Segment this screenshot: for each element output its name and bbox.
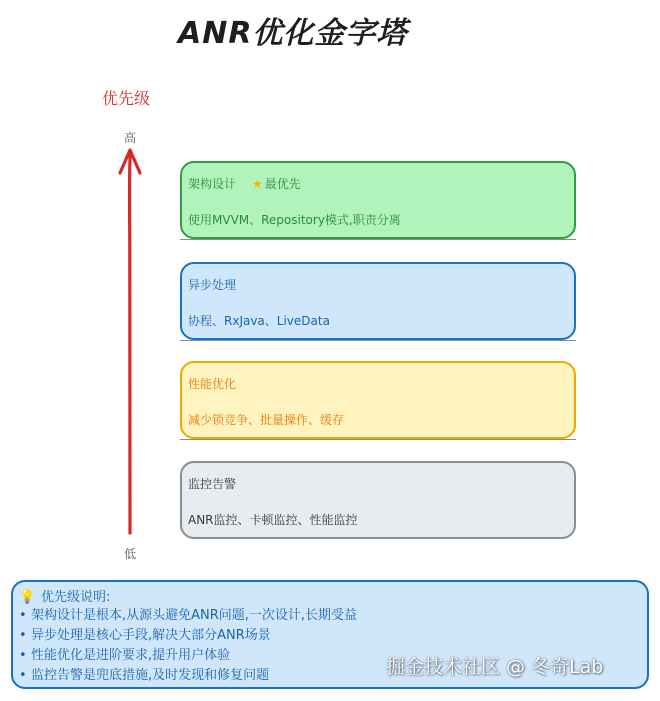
star-icon: ★ xyxy=(252,177,263,191)
list-item xyxy=(19,606,357,626)
notes-title: 优先级说明: xyxy=(41,590,111,605)
notes-item-text: 监控告警是兜底措施,及时发现和修复问题 xyxy=(31,668,270,683)
axis-low-label: 低 xyxy=(124,547,137,561)
tier-performance-description: 减少锁竞争、批量操作、缓存 xyxy=(188,413,345,427)
notes-item-text: 异步处理是核心手段,解决大部分ANR场景 xyxy=(31,628,271,643)
diagram-title: ANR优化金字塔 xyxy=(178,16,408,51)
tier-async-name: 异步处理 xyxy=(188,278,237,292)
bullet-icon: • xyxy=(19,648,27,663)
tier-async-description: 协程、RxJava、LiveData xyxy=(188,314,330,328)
tier-architecture-description: 使用MVVM、Repository模式,职责分离 xyxy=(188,213,401,227)
tier-architecture-title: 架构设计 xyxy=(188,177,237,191)
tier-performance-name: 性能优化 xyxy=(188,377,237,391)
lightbulb-icon: 💡 xyxy=(19,590,36,605)
bullet-icon: • xyxy=(19,628,27,643)
notes-item-text: 性能优化是进阶要求,提升用户体验 xyxy=(31,648,231,663)
notes-title-row xyxy=(19,586,110,605)
tier-performance xyxy=(180,361,576,439)
tier-divider-line xyxy=(180,340,576,341)
tier-async xyxy=(180,262,576,340)
tier-divider-line xyxy=(180,439,576,440)
list-item xyxy=(19,626,357,646)
tier-monitoring xyxy=(180,461,576,539)
tier-divider-line xyxy=(180,239,576,240)
tier-monitoring-name: 监控告警 xyxy=(188,477,237,491)
tier-architecture xyxy=(180,161,576,239)
priority-arrow xyxy=(112,145,148,540)
bullet-icon: • xyxy=(19,668,27,683)
notes-list xyxy=(19,606,357,686)
watermark: 掘金技术社区 @ 冬奇Lab xyxy=(386,656,604,678)
bullet-icon: • xyxy=(19,608,27,623)
priority-axis-label: 优先级 xyxy=(102,89,151,108)
list-item xyxy=(19,646,357,666)
tier-architecture-name xyxy=(188,175,301,192)
tier-monitoring-description: ANR监控、卡顿监控、性能监控 xyxy=(188,513,358,527)
list-item xyxy=(19,666,357,686)
tier-architecture-badge: 最优先 xyxy=(264,177,301,191)
notes-item-text: 架构设计是根本,从源头避免ANR问题,一次设计,长期受益 xyxy=(31,608,358,623)
axis-high-label: 高 xyxy=(124,131,137,145)
